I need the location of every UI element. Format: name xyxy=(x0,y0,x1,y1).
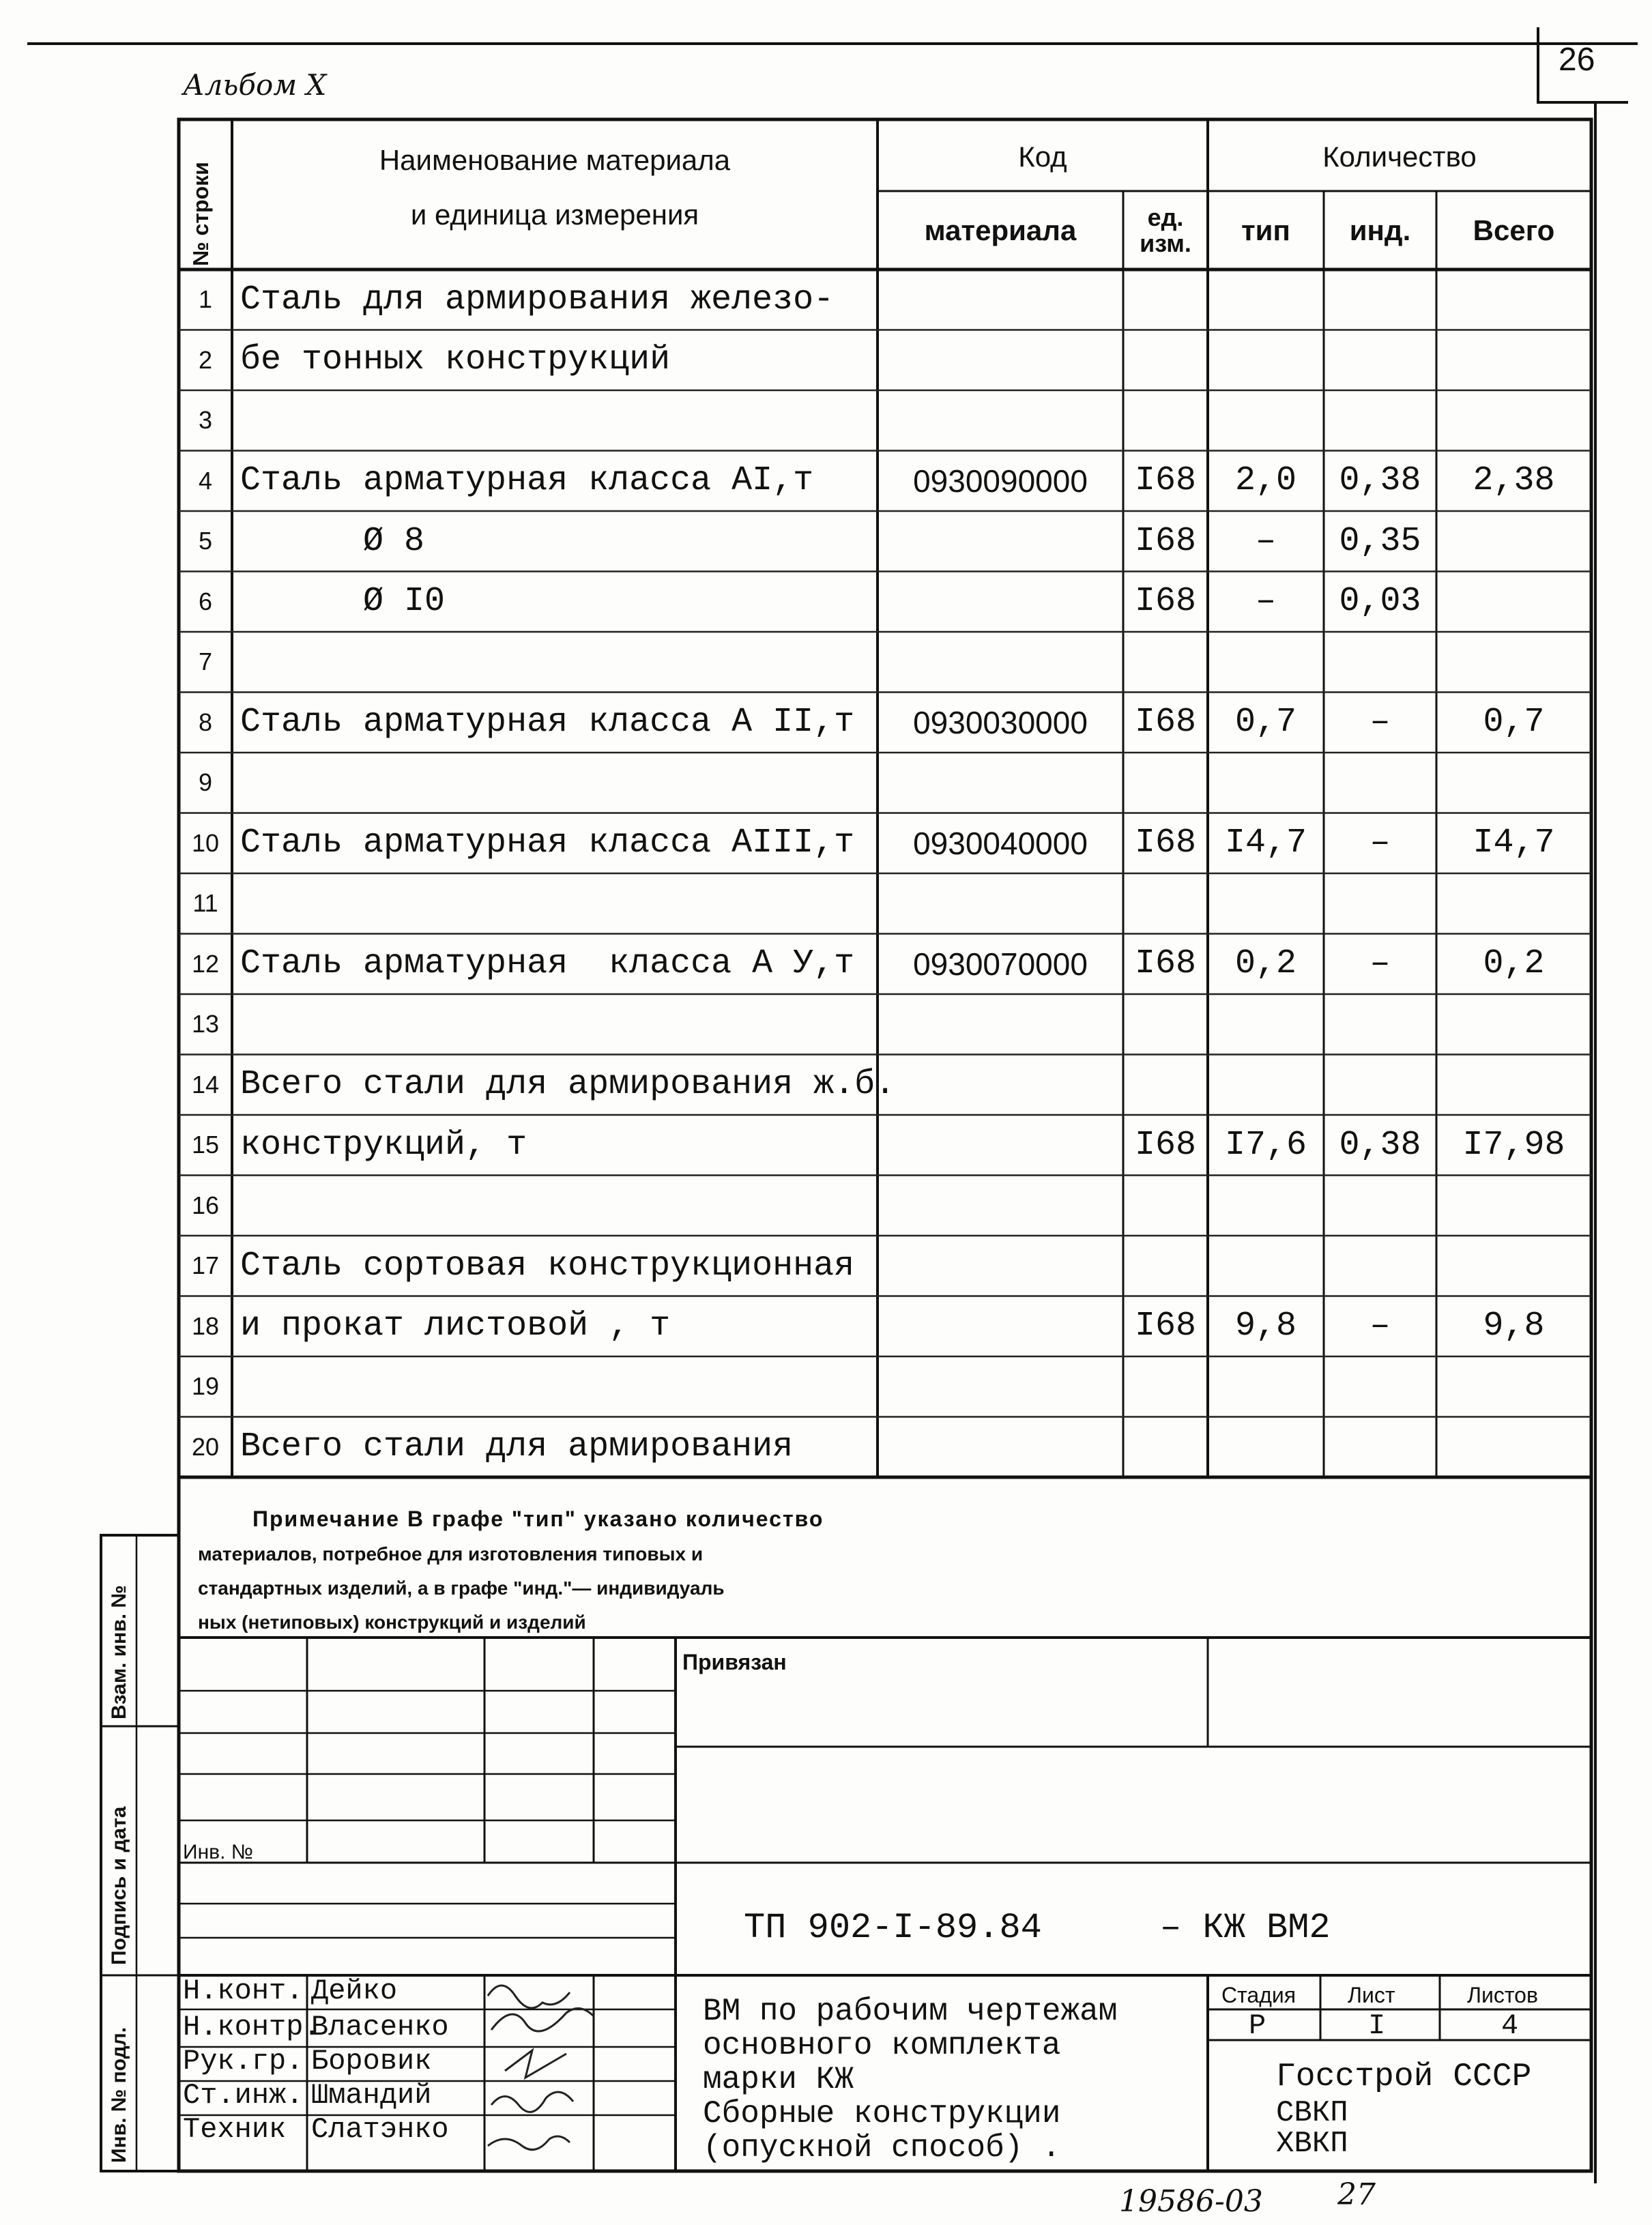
cell-ind xyxy=(1324,390,1436,451)
cell-n: 5 xyxy=(198,527,213,555)
cell-total xyxy=(1436,1055,1591,1116)
cell-unit xyxy=(1123,994,1208,1055)
stage-value: Р xyxy=(1249,2009,1266,2042)
cell-unit: I68 xyxy=(1134,1125,1196,1165)
cell-n: 12 xyxy=(191,949,220,978)
description-line-3: марки КЖ xyxy=(703,2062,854,2097)
label-replaces-inv-no: Взам. инв. № xyxy=(108,1585,130,1719)
signer-role: Н.контр. xyxy=(183,2011,321,2044)
signer-name: Слатэнко xyxy=(311,2113,449,2146)
privyazan-label: Привязан xyxy=(682,1650,787,1674)
cell-n: 1 xyxy=(198,285,213,314)
cell-ind xyxy=(1324,873,1436,934)
header-ind: инд. xyxy=(1349,214,1411,246)
cell-ind xyxy=(1324,270,1436,330)
cell-total: 2,38 xyxy=(1473,461,1555,501)
note-line-4: ных (нетиповых) конструкций и изделий xyxy=(198,1612,586,1633)
sheets-label: Листов xyxy=(1467,1983,1538,2007)
signer-role: Техник xyxy=(183,2113,287,2146)
cell-code xyxy=(878,1296,1123,1357)
cell-total: 0,2 xyxy=(1483,944,1545,984)
cell-n: 13 xyxy=(191,1010,220,1038)
cell-code xyxy=(878,1055,1123,1116)
label-signature-date: Подпись и дата xyxy=(108,1806,130,1965)
cell-code xyxy=(878,873,1123,934)
cell-total: I7,98 xyxy=(1462,1125,1565,1165)
signer-role: Рук.гр. xyxy=(183,2045,304,2078)
document-mark: – КЖ ВМ2 xyxy=(1160,1908,1331,1948)
cell-unit xyxy=(1123,270,1208,330)
page-number: 26 xyxy=(1559,42,1595,78)
cell-typ: – xyxy=(1255,521,1276,561)
cell-unit: I68 xyxy=(1134,582,1196,622)
cell-total: 9,8 xyxy=(1483,1307,1545,1346)
cell-unit: I68 xyxy=(1134,824,1196,863)
cell-code xyxy=(878,330,1123,391)
signer-name: Дейко xyxy=(311,1975,398,2007)
cell-code xyxy=(878,511,1123,572)
cell-unit xyxy=(1123,390,1208,451)
cell-code xyxy=(878,1176,1123,1236)
header-unit: ед. изм. xyxy=(1140,203,1191,257)
cell-desc: Всего стали для армирования ж.б. xyxy=(240,1065,896,1105)
cell-desc: бе тонных конструкций xyxy=(240,340,671,380)
cell-typ: I7,6 xyxy=(1224,1125,1307,1165)
cell-desc: Сталь арматурная класса АI,т xyxy=(240,461,814,501)
cell-unit xyxy=(1123,1417,1208,1478)
note-line-3: стандартных изделий, а в графе "инд."— индивидуаль xyxy=(198,1577,725,1599)
cell-total xyxy=(1436,632,1591,693)
cell-n: 17 xyxy=(191,1251,220,1280)
cell-desc: Сталь арматурная класса АIII,т xyxy=(240,824,855,863)
header-material: материала xyxy=(924,214,1077,246)
cell-n: 20 xyxy=(191,1432,220,1461)
cell-code: 0930090000 xyxy=(913,463,1088,499)
cell-code xyxy=(878,1417,1123,1478)
cell-typ: 0,2 xyxy=(1234,944,1296,984)
note-line-1: Примечание В графе "тип" указано количество xyxy=(252,1507,824,1531)
cell-desc: Сталь арматурная класса А II,т xyxy=(240,703,855,742)
cell-n: 15 xyxy=(191,1131,220,1159)
cell-typ xyxy=(1208,390,1324,451)
cell-typ xyxy=(1208,330,1324,391)
cell-desc: Сталь сортовая конструкционная xyxy=(240,1246,855,1285)
signer-name: Боровик xyxy=(311,2045,432,2078)
cell-code: 0930030000 xyxy=(913,704,1088,740)
cell-total: I4,7 xyxy=(1473,824,1555,863)
cell-code xyxy=(878,994,1123,1055)
cell-typ xyxy=(1208,1356,1324,1417)
cell-n: 2 xyxy=(198,345,213,374)
cell-total xyxy=(1436,270,1591,330)
cell-typ: 2,0 xyxy=(1234,461,1296,501)
cell-total xyxy=(1436,873,1591,934)
cell-n: 16 xyxy=(191,1191,220,1219)
cell-desc xyxy=(232,390,886,451)
cell-desc: Всего стали для армирования xyxy=(240,1427,794,1467)
cell-ind: – xyxy=(1370,824,1391,863)
cell-desc: Сталь арматурная класса А У,т xyxy=(240,944,855,984)
cell-n: 9 xyxy=(198,768,213,797)
header-name-unit: и единица измерения xyxy=(410,199,699,231)
cell-ind xyxy=(1324,330,1436,391)
cell-total xyxy=(1436,511,1591,572)
cell-n: 10 xyxy=(191,828,220,857)
cell-desc: Сталь для армирования железо- xyxy=(240,280,835,319)
cell-ind xyxy=(1324,1055,1436,1116)
cell-desc xyxy=(232,873,886,934)
cell-desc: конструкций, т xyxy=(240,1125,527,1165)
cell-total: 0,7 xyxy=(1483,703,1545,742)
cell-ind: – xyxy=(1370,944,1391,984)
cell-typ xyxy=(1208,1055,1324,1116)
frame-right-line xyxy=(1594,102,1597,2183)
cell-unit xyxy=(1123,632,1208,693)
cell-total xyxy=(1436,330,1591,391)
header-quantity: Количество xyxy=(1322,141,1477,173)
cell-total xyxy=(1436,1417,1591,1478)
signer-role: Н.конт. xyxy=(183,1975,304,2007)
cell-typ xyxy=(1208,1417,1324,1478)
cell-n: 4 xyxy=(198,466,213,495)
cell-total xyxy=(1436,753,1591,813)
cell-unit: I68 xyxy=(1134,521,1196,561)
document-code: ТП 902-I-89.84 xyxy=(744,1908,1042,1948)
sheet-value: I xyxy=(1368,2009,1386,2042)
cell-desc: Ø 8 xyxy=(240,521,425,561)
cell-unit xyxy=(1123,873,1208,934)
cell-total xyxy=(1436,390,1591,451)
cell-typ: 9,8 xyxy=(1234,1307,1296,1346)
cell-typ xyxy=(1208,632,1324,693)
cell-n: 7 xyxy=(198,648,213,676)
cell-ind xyxy=(1324,1356,1436,1417)
cell-n: 18 xyxy=(191,1311,220,1340)
description-line-5: (опускной способ) . xyxy=(703,2130,1061,2166)
cell-unit xyxy=(1123,1176,1208,1236)
cell-code xyxy=(878,1236,1123,1296)
cell-typ: I4,7 xyxy=(1224,824,1307,863)
header-code: Код xyxy=(1018,141,1067,173)
cell-typ: – xyxy=(1255,582,1276,622)
cell-desc xyxy=(232,632,886,693)
cell-desc xyxy=(232,994,886,1055)
cell-total xyxy=(1436,994,1591,1055)
inv-label: Инв. № xyxy=(183,1841,253,1863)
cell-ind: 0,38 xyxy=(1339,1125,1421,1165)
header-name: Наименование материала xyxy=(379,144,731,176)
organization-line-1: Госстрой СССР xyxy=(1276,2059,1532,2095)
cell-desc: Ø I0 xyxy=(240,582,446,622)
cell-unit xyxy=(1123,1055,1208,1116)
cell-code xyxy=(878,572,1123,632)
cell-desc xyxy=(232,753,886,813)
cell-n: 6 xyxy=(198,587,213,615)
cell-unit xyxy=(1123,1236,1208,1296)
cell-desc xyxy=(232,1356,886,1417)
cell-total xyxy=(1436,1176,1591,1236)
cell-ind: – xyxy=(1370,703,1391,742)
cell-ind: 0,38 xyxy=(1339,461,1421,501)
cell-n: 8 xyxy=(198,708,213,736)
description-line-4: Сборные конструкции xyxy=(703,2096,1061,2132)
cell-unit xyxy=(1123,1356,1208,1417)
header-typ: тип xyxy=(1241,214,1290,246)
cell-unit: I68 xyxy=(1134,461,1196,501)
organization-line-2: СВКП xyxy=(1276,2096,1348,2130)
cell-ind xyxy=(1324,1176,1436,1236)
cell-ind xyxy=(1324,632,1436,693)
cell-total xyxy=(1436,1236,1591,1296)
cell-typ xyxy=(1208,994,1324,1055)
cell-n: 19 xyxy=(191,1372,220,1401)
cell-unit: I68 xyxy=(1134,944,1196,984)
signer-role: Ст.инж. xyxy=(183,2079,304,2112)
cell-code xyxy=(878,270,1123,330)
cell-unit xyxy=(1123,753,1208,813)
cell-code: 0930040000 xyxy=(913,825,1088,861)
cell-unit: I68 xyxy=(1134,703,1196,742)
cell-typ xyxy=(1208,753,1324,813)
note-line-2: материалов, потребное для изготовления типовых и xyxy=(198,1543,704,1565)
bottom-page: 27 xyxy=(1337,2177,1376,2212)
cell-desc: и прокат листовой , т xyxy=(240,1307,671,1346)
cell-ind xyxy=(1324,994,1436,1055)
cell-typ xyxy=(1208,270,1324,330)
header-total: Всего xyxy=(1473,214,1555,246)
organization-line-3: ХВКП xyxy=(1276,2127,1348,2161)
frame-top-line xyxy=(27,42,1638,45)
description-line-2: основного комплекта xyxy=(703,2028,1061,2063)
cell-n: 3 xyxy=(198,406,213,435)
cell-total xyxy=(1436,572,1591,632)
cell-ind xyxy=(1324,1236,1436,1296)
label-inv-no-original: Инв. № подл. xyxy=(108,2026,130,2163)
signer-name: Власенко xyxy=(311,2011,449,2044)
cell-code xyxy=(878,1115,1123,1176)
album-note: Альбом X xyxy=(183,68,327,102)
cell-ind: 0,35 xyxy=(1339,521,1421,561)
cell-code xyxy=(878,1356,1123,1417)
bottom-number: 19586-03 xyxy=(1119,2184,1263,2219)
cell-typ xyxy=(1208,873,1324,934)
description-line-1: ВМ по рабочим чертежам xyxy=(703,1994,1118,2029)
cell-ind xyxy=(1324,1417,1436,1478)
cell-ind: 0,03 xyxy=(1339,582,1421,622)
cell-code: 0930070000 xyxy=(913,946,1088,982)
cell-code xyxy=(878,632,1123,693)
cell-ind: – xyxy=(1370,1307,1391,1346)
cell-typ: 0,7 xyxy=(1234,703,1296,742)
signer-name: Шмандий xyxy=(311,2079,432,2112)
cell-desc xyxy=(232,1176,886,1236)
cell-typ xyxy=(1208,1236,1324,1296)
cell-typ xyxy=(1208,1176,1324,1236)
stage-label: Стадия xyxy=(1221,1983,1296,2007)
cell-ind xyxy=(1324,753,1436,813)
sheet-label: Лист xyxy=(1348,1983,1395,2007)
cell-total xyxy=(1436,1356,1591,1417)
sheets-value: 4 xyxy=(1501,2009,1519,2042)
cell-code xyxy=(878,753,1123,813)
cell-n: 14 xyxy=(191,1070,220,1099)
cell-unit xyxy=(1123,330,1208,391)
header-row-number: № строки xyxy=(188,162,213,266)
cell-unit: I68 xyxy=(1134,1307,1196,1346)
cell-n: 11 xyxy=(192,889,218,918)
cell-code xyxy=(878,390,1123,451)
